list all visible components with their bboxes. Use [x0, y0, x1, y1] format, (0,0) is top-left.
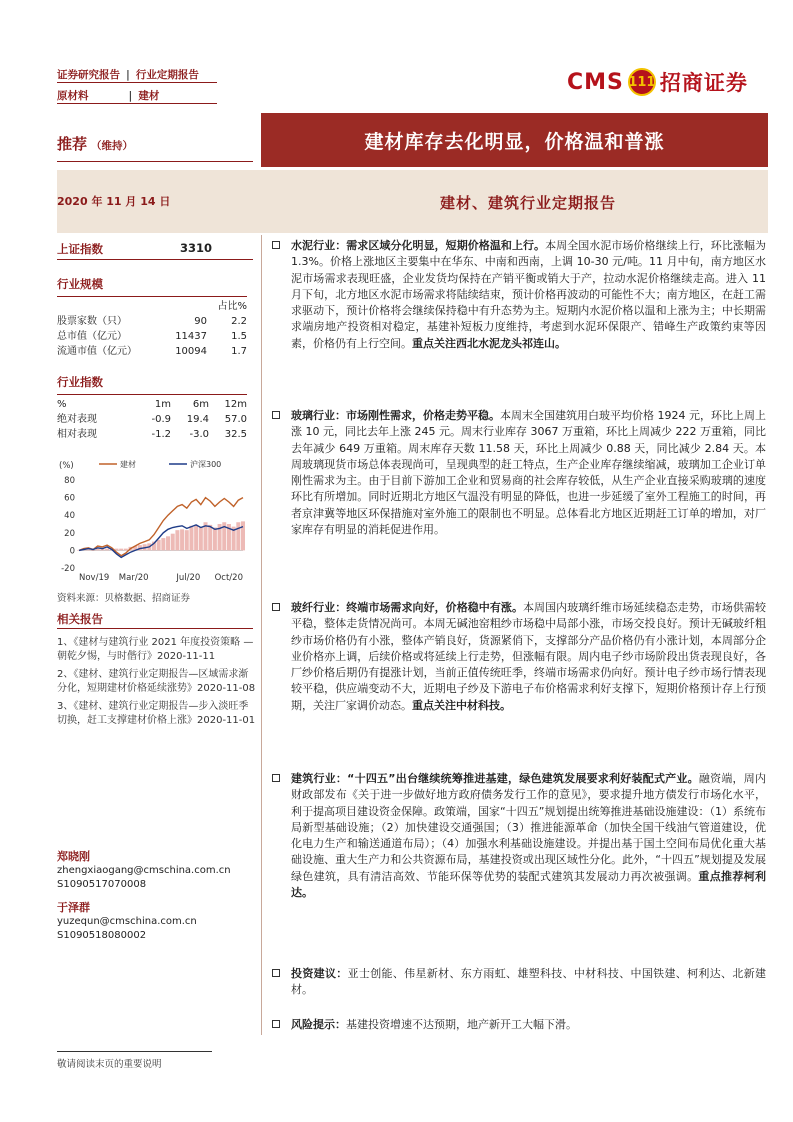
- relative-bar: [157, 540, 161, 551]
- y-tick-label: -20: [61, 564, 75, 574]
- relative-bar: [166, 536, 170, 550]
- related-report-link[interactable]: 1、《建材与建筑行业 2021 年度投资策略 — 朝乾夕惕，与时偕行》2020-11-11: [57, 637, 254, 662]
- perf-title: 行业指数: [57, 375, 103, 389]
- header-line-1: [57, 67, 199, 82]
- relative-bar: [171, 534, 175, 551]
- perf-row: [57, 412, 247, 427]
- analyst-email[interactable]: yuzequn@cmschina.com.cn: [57, 916, 197, 927]
- analyst-name: 郑晓刚: [57, 850, 90, 863]
- index-chart-svg: [57, 458, 257, 583]
- report-type: 证券研究报告: [57, 69, 120, 81]
- perf-row-1m: -1.2: [151, 429, 171, 440]
- relative-bar: [86, 550, 90, 551]
- section-heading: 水泥行业：需求区域分化明显，短期价格温和上行。: [291, 239, 546, 252]
- section-heading: 玻纤行业：终端市场需求向好，价格稳中有涨。: [291, 601, 523, 614]
- related-list: [57, 636, 257, 732]
- relative-bar: [213, 528, 217, 551]
- section-construction: [270, 771, 766, 901]
- analyst-email[interactable]: zhengxiaogang@cmschina.com.cn: [57, 865, 231, 876]
- section-body: 本周末全国建筑用白玻平均价格 1924 元，环比上周上涨 10 元，同比去年上涨 245 元。周末行业库存 3067 万重箱，环比上周减少 222 万重箱，同比去年减少 649 万重箱。周末库存天数 11.58 天，环比上周减少 0.88 天，同比减少 2.84 天。本周玻璃现货市场总体表现尚可，呈现典型的赶工特点，生产企业库存继续缩减，玻璃加工企业订单刚性需求为主。由于目前下游加工企业和贸易商的社会库存较低，从生产企业直接采购玻璃的速度环比有所增加。同时近期北方地区气温没有明显的降低，也进一步延缓了室外工程施工的时间，再者京津冀等地区环保措施对室外施工的限制也不明显。总体看北方地区近期赶工订单的增加，对厂家库存有明显的消耗促进作用。: [291, 409, 766, 537]
- relative-bar: [91, 550, 95, 551]
- analyst-name: 于泽群: [57, 901, 90, 914]
- bullet-box-icon: [272, 241, 280, 249]
- scale-row-label: 股票家数（只）: [57, 316, 127, 327]
- bullet-box-icon: [272, 411, 280, 419]
- relative-bar: [119, 549, 123, 551]
- index-underline: [57, 259, 253, 260]
- scale-row-value: 11437: [175, 331, 207, 342]
- x-tick-label: Oct/20: [214, 573, 243, 583]
- section-heading: 投资建议：: [291, 967, 348, 980]
- rating-main: 推荐: [57, 135, 88, 153]
- relative-bar: [241, 521, 245, 550]
- scale-row-share: 1.5: [231, 331, 247, 342]
- header-line-2: [57, 88, 159, 103]
- perf-row-label: 绝对表现: [57, 414, 97, 425]
- perf-header-6m: 6m: [192, 399, 209, 410]
- relative-bar: [105, 549, 109, 551]
- relative-bar: [161, 538, 165, 550]
- legend-label-jiancai: 建材: [120, 460, 136, 469]
- analyst-license: S1090517070008: [57, 879, 147, 890]
- relative-bar: [180, 529, 184, 550]
- perf-row-12m: 57.0: [224, 414, 247, 425]
- index-label: 上证指数: [57, 242, 103, 256]
- header-separator: |: [126, 69, 130, 81]
- section-body: 本周全国水泥市场价格继续上行，环比涨幅为 1.3%。价格上涨地区主要集中在华东、中南和西南，上调 10-30 元/吨。11 月中旬，南方地区水泥市场需求表现旺盛，企业发货均保持在产销平衡或销大于产，拉动水泥价格继续走高。进入 11 月下旬，北方地区水泥市场需求将陆续结束，预计价格再波动的可能性不大；南方地区，在赶工需求驱动下，预计价格将会继续保持稳中有升态势为主。短期内水泥价格以温和上涨为主；中长期需求端房地产投资相对稳定，基建补短板力度维持，考虑到水泥环保限产、错峰生产政策约束等因素，价格仍有上行空间。: [291, 239, 766, 350]
- scale-header-row: [57, 299, 247, 314]
- column-divider: [261, 235, 262, 1035]
- relative-bar: [236, 522, 240, 550]
- perf-row-6m: 19.4: [186, 414, 209, 425]
- footer-rule: [57, 1051, 212, 1052]
- index-chart: [57, 458, 257, 583]
- x-tick-label: Jul/20: [176, 573, 201, 583]
- perf-header-unit: %: [57, 399, 67, 410]
- relative-bar: [124, 549, 128, 551]
- x-tick-label: Nov/19: [79, 573, 110, 583]
- y-tick-label: 60: [64, 493, 75, 504]
- perf-row-label: 相对表现: [57, 429, 97, 440]
- analyst: [57, 850, 231, 892]
- rating-sub: （维持）: [91, 140, 134, 152]
- scale-row: [57, 329, 247, 344]
- perf-row-1m: -0.9: [151, 414, 171, 425]
- relative-bar: [189, 526, 193, 551]
- relative-bar: [208, 525, 212, 551]
- section-body: 融资端，周内财政部发布《关于进一步做好地方政府债务发行工作的意见》，要求提升地方债发行市场化水平，利于提高项目建设资金保障。政策端，国家“十四五”规划提出统筹推进基础设施建设：（1）系统布局新型基础设施；（2）加快建设交通强国；（3）推进能源革命（加快全国干线油气管道建设，优化电力生产和输送通道布局）；（4）加强水利基础设施建设。并提出基于国土空间布局优化重大基础设施、重大生产力和公共资源布局，基建投资或出现区域性分化。此外，“十四五”规划提及发展绿色建筑，具有清洁高效、节能环保等优势的装配式建筑其发展动力再次被强调。: [291, 772, 766, 883]
- scale-underline: [57, 296, 247, 297]
- report-subtitle: 建材、建筑行业定期报告: [440, 194, 617, 212]
- perf-row: [57, 427, 247, 442]
- chart-source: 资料来源：贝格数据、招商证券: [57, 593, 191, 604]
- section-heading: 玻璃行业：市场刚性需求，价格走势平稳。: [291, 409, 500, 422]
- y-tick-label: 20: [64, 528, 75, 539]
- section-heading: 风险提示：: [291, 1018, 346, 1031]
- rating-underline: [57, 161, 253, 162]
- scale-row: [57, 344, 247, 359]
- related-report-link[interactable]: 2、《建材、建筑行业定期报告—区域需求渐分化，短期建材价格延续涨势》2020-11-08: [57, 669, 256, 694]
- sector-name: 原材料: [57, 90, 89, 102]
- report-title: 建材库存去化明显，价格温和普涨: [261, 113, 768, 167]
- section-heading: 建筑行业：“十四五”出台继续统筹推进基建，绿色建筑发展要求利好装配式产业。: [291, 772, 699, 785]
- scale-row-share: 2.2: [231, 316, 247, 327]
- header-separator-2: |: [128, 90, 133, 102]
- section-highlight: 重点关注西北水泥龙头祁连山。: [412, 336, 566, 350]
- footer-note: 敬请阅读末页的重要说明: [57, 1059, 162, 1070]
- logo-company-name: 招商证券: [659, 71, 748, 95]
- report-date: 2020 年 11 月 14 日: [57, 195, 171, 208]
- related-title: 相关报告: [57, 612, 103, 626]
- perf-row-6m: -3.0: [189, 429, 209, 440]
- header-underline-2: [57, 103, 217, 104]
- logo-coin-icon: 111: [628, 68, 656, 96]
- section-glass: [270, 408, 766, 538]
- logo-cms-text: CMS: [567, 69, 624, 95]
- section-investment: [270, 966, 766, 999]
- legend-label-hs300: 沪深300: [190, 460, 222, 469]
- y-tick-label: 0: [69, 546, 75, 557]
- perf-header-12m: 12m: [224, 399, 247, 410]
- header-underline: [57, 82, 217, 83]
- scale-row-value: 90: [194, 316, 207, 327]
- analyst-license: S1090518080002: [57, 930, 147, 941]
- report-subtype: 行业定期报告: [135, 69, 199, 81]
- analyst: [57, 901, 197, 943]
- perf-header-1m: 1m: [154, 399, 171, 410]
- industry-performance: [57, 374, 247, 442]
- section-fiberglass: [270, 600, 766, 714]
- section-body: 本周国内玻璃纤维市场延续稳态走势，市场供需较平稳，整体走货情况尚可。本周无碱池窑粗纱市场稳中局部小涨，市场交投良好。预计无碱玻纤粗纱市场价格仍有小涨，整体产销良好，货源紧俏下，支撑部分产品价格仍有小涨计划，本周部分企业价格亦上调，后续价格或将延续上行走势，但涨幅有限。周内电子纱市场阶段出货表现良好，各厂纱价格后期仍有提涨计划，当前正值传统旺季，终端市场需求仍向好。预计电子纱市场行情表现较平稳，供应端变动不大，近期电子纱及下游电子布价格需求利好支撑下，短期价格预计存上行预期，关注厂家调价动态。: [291, 601, 766, 712]
- scale-row-value: 10094: [175, 346, 207, 357]
- section-risk: [270, 1017, 766, 1033]
- x-tick-label: Mar/20: [118, 573, 149, 583]
- subsector-name: 建材: [138, 90, 160, 102]
- related-report-link[interactable]: 3、《建材、建筑行业定期报告—步入淡旺季切换，赶工支撑建材价格上涨》2020-11-01: [57, 701, 256, 726]
- scale-col-header: 占比%: [217, 301, 247, 312]
- scale-title: 行业规模: [57, 277, 103, 291]
- perf-row-12m: 32.5: [224, 429, 247, 440]
- section-cement: [270, 238, 766, 352]
- section-highlight: 重点推荐柯利达。: [291, 869, 767, 900]
- bullet-box-icon: [272, 774, 280, 782]
- related-underline: [57, 628, 253, 629]
- chart-ylabel: (%): [59, 461, 74, 471]
- y-tick-label: 40: [64, 511, 75, 522]
- scale-row-label: 流通市值（亿元）: [57, 346, 137, 357]
- relative-bar: [185, 530, 189, 550]
- bullet-box-icon: [272, 603, 280, 611]
- relative-bar: [199, 528, 203, 551]
- perf-header-row: [57, 397, 247, 412]
- section-body: 基建投资增速不达预期，地产新开工大幅下滑。: [346, 1018, 577, 1031]
- section-body: 亚士创能、伟星新材、东方雨虹、雄塑科技、中材科技、中国铁建、柯利达、北新建材。: [291, 967, 767, 997]
- section-highlight: 重点关注中材科技。: [412, 698, 511, 712]
- industry-scale: [57, 276, 247, 359]
- scale-row-label: 总市值（亿元）: [57, 331, 127, 342]
- y-tick-label: 80: [64, 476, 75, 486]
- index-value: 3310: [180, 241, 213, 255]
- rating: [57, 133, 133, 154]
- bullet-box-icon: [272, 969, 280, 977]
- scale-row: [57, 314, 247, 329]
- company-logo: [567, 62, 748, 102]
- perf-underline: [57, 394, 247, 395]
- bullet-box-icon: [272, 1020, 280, 1028]
- relative-bar: [175, 530, 179, 550]
- relative-bar: [194, 525, 198, 551]
- scale-row-share: 1.7: [231, 346, 247, 357]
